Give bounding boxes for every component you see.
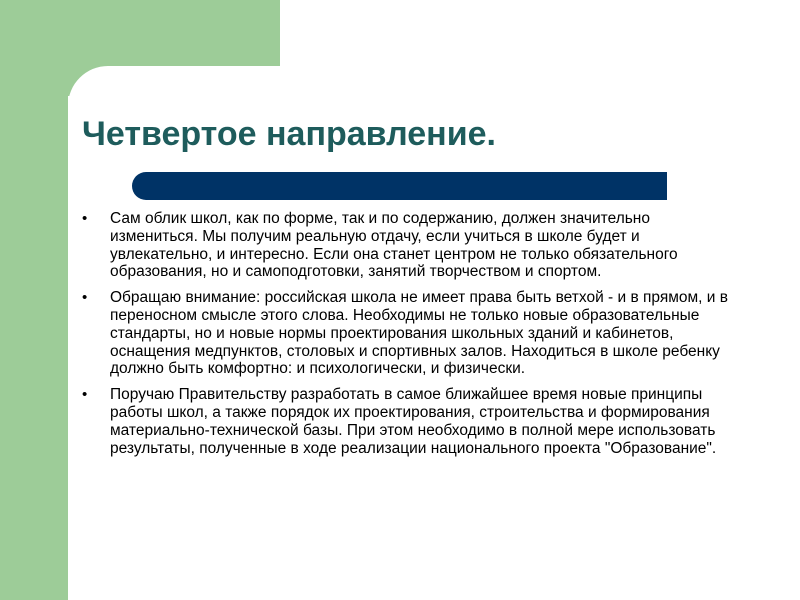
bullet-item xyxy=(82,289,742,378)
bullet-text: Сам облик школ, как по форме, так и по содержанию, должен значительно измениться. Мы получим реальную отдачу, если учиться в школе будет и увлекательно, и интересно. Если она станет центром не только обязательного образования, но и самоподготовки, занятий творчеством и спортом. xyxy=(110,210,678,281)
title-underline-bar xyxy=(158,172,667,200)
decor-green-band-left xyxy=(0,0,68,600)
bullet-dot-icon: • xyxy=(82,386,88,404)
slide-title: Четвертое направление. xyxy=(82,115,496,153)
bullet-item xyxy=(82,386,742,457)
bullet-dot-icon: • xyxy=(82,289,88,307)
bullet-dot-icon: • xyxy=(82,210,88,227)
bullet-text: Поручаю Правительству разработать в самое ближайшее время новые принципы работы школ, а также порядок их проектирования, строительства и формирования материально-технической базы. При этом необходимо в полной мере использовать результаты, полученные в ходе реализации национального проекта "Образование". xyxy=(110,386,717,457)
bullet-item xyxy=(82,210,742,281)
bullet-list xyxy=(82,210,742,465)
bullet-text: Обращаю внимание: российская школа не имеет права быть ветхой - и в прямом, и в переносном смысле этого слова. Необходимы не только новые образовательные стандарты, но и новые нормы проектирования школьных зданий и кабинетов, оснащения медпунктов, столовых и спортивных залов. Находиться в школе ребенку должно быть комфортно: и психологически, и физически. xyxy=(110,289,728,378)
